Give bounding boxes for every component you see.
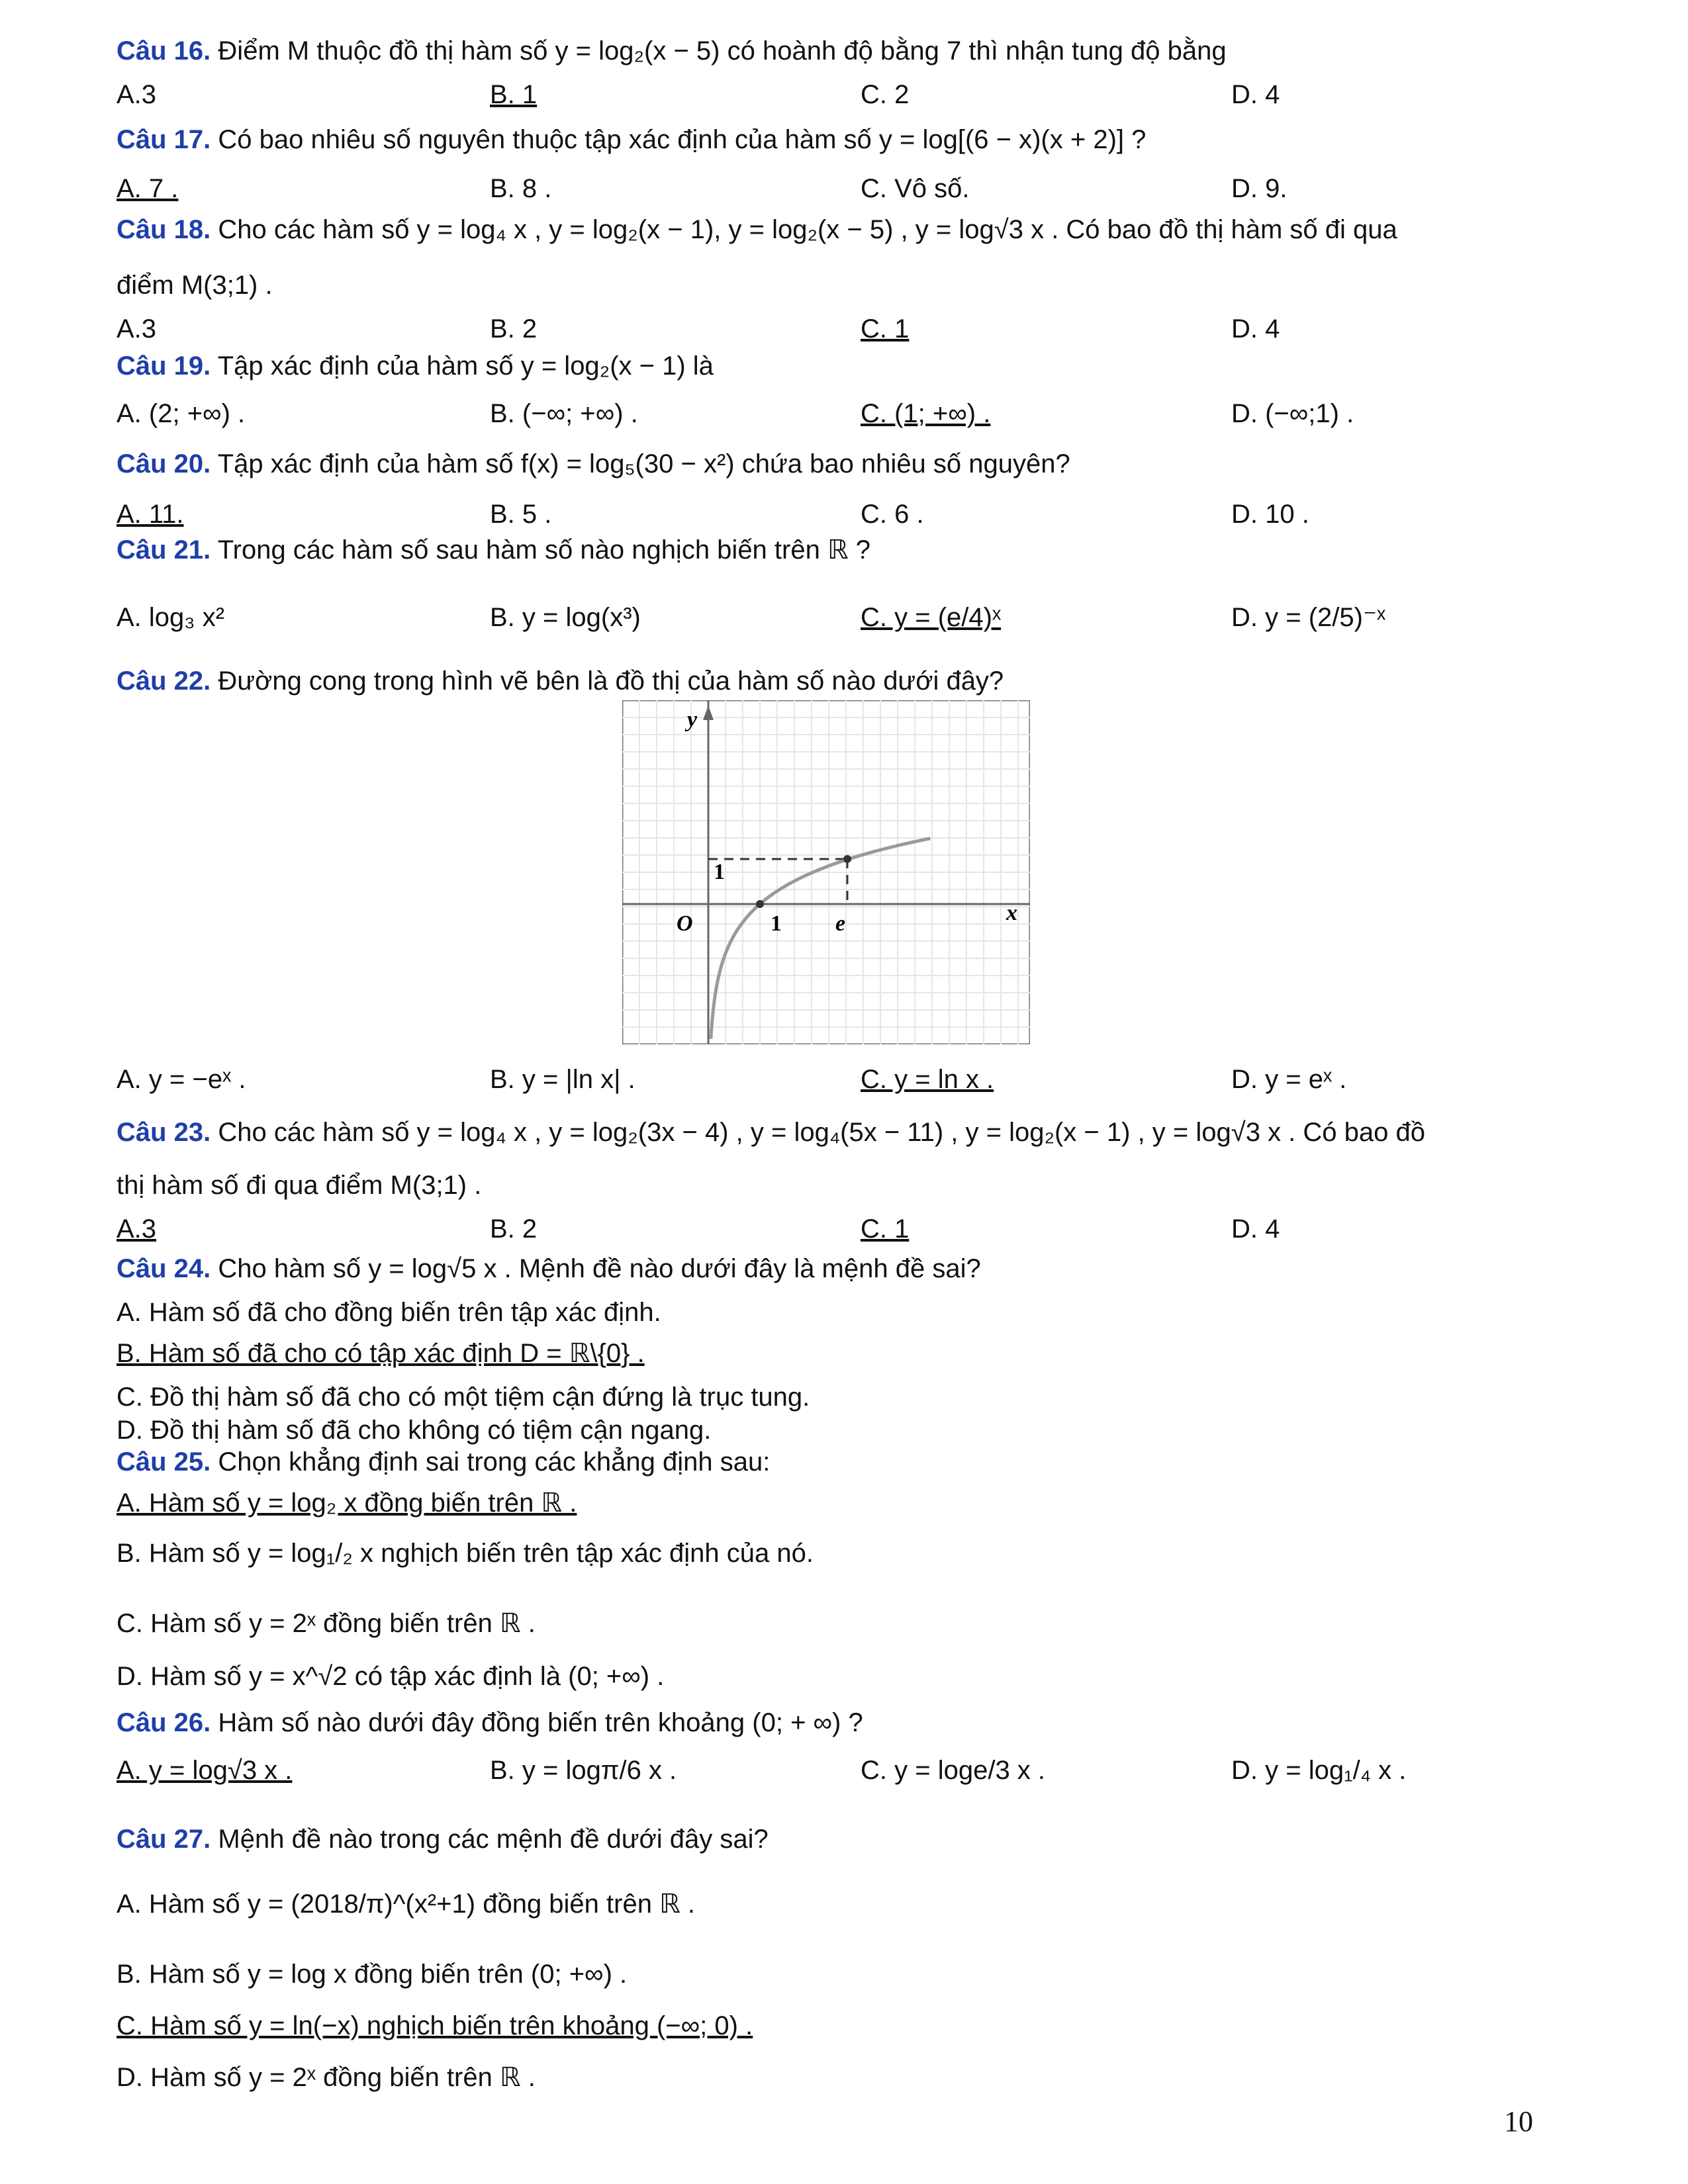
q20-option-b: B. 5 .: [490, 500, 552, 529]
q22-graph: [622, 700, 1030, 1044]
q27-option-d: D. Hàm số y = 2ˣ đồng biến trên ℝ .: [117, 2063, 536, 2092]
q21-option-b: B. y = log(x³): [490, 603, 641, 632]
q22-option-a: A. y = −eˣ .: [117, 1065, 246, 1094]
q21-stem: Câu 21. Trong các hàm số sau hàm số nào nghịch biến trên ℝ ?: [117, 535, 870, 565]
q25-option-b: B. Hàm số y = log₁/₂ x nghịch biến trên tập xác định của nó.: [117, 1539, 814, 1568]
q19-option-c: C. (1; +∞) .: [861, 399, 991, 428]
q18-stem: Câu 18. Cho các hàm số y = log₄ x , y = log₂(x − 1), y = log₂(x − 5) , y = log√3 x . Có bao đồ thị hàm số đi qua: [117, 215, 1397, 244]
q24-option-a: A. Hàm số đã cho đồng biến trên tập xác định.: [117, 1298, 661, 1327]
page-number: 10: [1504, 2105, 1533, 2138]
q22-option-d: D. y = eˣ .: [1231, 1065, 1347, 1094]
q16-option-b: B. 1: [490, 80, 538, 109]
q20-stem: Câu 20. Tập xác định của hàm số f(x) = log₅(30 − x²) chứa bao nhiêu số nguyên?: [117, 449, 1070, 478]
q16-option-a: A.3: [117, 80, 157, 109]
q26-option-c: C. y = loge/3 x .: [861, 1756, 1046, 1785]
q21-option-a: A. log₃ x²: [117, 603, 225, 632]
q24-option-b: B. Hàm số đã cho có tập xác định D = ℝ\{0} .: [117, 1339, 645, 1368]
q24-stem: Câu 24. Cho hàm số y = log√5 x . Mệnh đề nào dưới đây là mệnh đề sai?: [117, 1254, 981, 1283]
q17-option-b: B. 8 .: [490, 174, 552, 203]
q17-option-c: C. Vô số.: [861, 174, 970, 203]
q24-option-c: C. Đồ thị hàm số đã cho có một tiệm cận đứng là trục tung.: [117, 1383, 810, 1412]
q22-option-b: B. y = |ln x| .: [490, 1065, 635, 1094]
q21-option-c: C. y = (e/4)ˣ: [861, 603, 1002, 632]
q24-option-d: D. Đồ thị hàm số đã cho không có tiệm cận ngang.: [117, 1416, 712, 1445]
q16-stem: Câu 16. Điểm M thuộc đồ thị hàm số y = log₂(x − 5) có hoành độ bằng 7 thì nhận tung độ bằng: [117, 36, 1227, 66]
q20-option-a: A. 11.: [117, 500, 184, 529]
q18-stem-line2: điểm M(3;1) .: [117, 271, 273, 300]
q20-option-c: C. 6 .: [861, 500, 924, 529]
q25-option-c: C. Hàm số y = 2ˣ đồng biến trên ℝ .: [117, 1609, 536, 1638]
q16-option-d: D. 4: [1231, 80, 1280, 109]
q23-option-d: D. 4: [1231, 1214, 1280, 1244]
point-1-0: [756, 900, 764, 908]
q18-option-b: B. 2: [490, 314, 538, 343]
q27-option-c: C. Hàm số y = ln(−x) nghịch biến trên khoảng (−∞; 0) .: [117, 2011, 753, 2040]
q22-option-c: C. y = ln x .: [861, 1065, 994, 1094]
q18-option-a: A.3: [117, 314, 157, 343]
q27-option-b: B. Hàm số y = log x đồng biến trên (0; +∞) .: [117, 1960, 628, 1989]
q26-option-b: B. y = logπ/6 x .: [490, 1756, 677, 1785]
origin-label: O: [677, 911, 693, 936]
q23-stem: Câu 23. Cho các hàm số y = log₄ x , y = log₂(3x − 4) , y = log₄(5x − 11) , y = log₂(x − 1) , y = log√3 x . Có bao đồ: [117, 1118, 1425, 1147]
q18-option-c: C. 1: [861, 314, 910, 343]
q17-stem: Câu 17. Có bao nhiêu số nguyên thuộc tập xác định của hàm số y = log[(6 − x)(x + 2)] ?: [117, 125, 1147, 154]
q20-option-d: D. 10 .: [1231, 500, 1309, 529]
q19-stem: Câu 19. Tập xác định của hàm số y = log₂(x − 1) là: [117, 351, 714, 381]
q27-stem: Câu 27. Mệnh đề nào trong các mệnh đề dưới đây sai?: [117, 1825, 769, 1854]
q27-option-a: A. Hàm số y = (2018/π)^(x²+1) đồng biến trên ℝ .: [117, 1889, 695, 1919]
tick-label-x-e: e: [835, 911, 846, 936]
q26-stem: Câu 26. Hàm số nào dưới đây đồng biến trên khoảng (0; + ∞) ?: [117, 1708, 863, 1737]
q17-option-d: D. 9.: [1231, 174, 1288, 203]
q19-option-a: A. (2; +∞) .: [117, 399, 246, 428]
point-e-1: [843, 855, 851, 863]
q18-option-d: D. 4: [1231, 314, 1280, 343]
q25-stem: Câu 25. Chọn khẳng định sai trong các khẳng định sau:: [117, 1447, 771, 1477]
q16-option-c: C. 2: [861, 80, 910, 109]
q23-option-a: A.3: [117, 1214, 157, 1244]
q19-option-b: B. (−∞; +∞) .: [490, 399, 638, 428]
q23-option-c: C. 1: [861, 1214, 910, 1244]
q22-stem: Câu 22. Đường cong trong hình vẽ bên là đồ thị của hàm số nào dưới đây?: [117, 666, 1004, 696]
q19-option-d: D. (−∞;1) .: [1231, 399, 1354, 428]
q26-option-a: A. y = log√3 x .: [117, 1756, 293, 1785]
q23-stem-line2: thị hàm số đi qua điểm M(3;1) .: [117, 1171, 482, 1200]
q23-option-b: B. 2: [490, 1214, 538, 1244]
axis-x-label: x: [1006, 901, 1017, 925]
q25-option-d: D. Hàm số y = x^√2 có tập xác định là (0; +∞) .: [117, 1662, 665, 1691]
axis-y-label: y: [687, 707, 698, 732]
q25-option-a: A. Hàm số y = log₂ x đồng biến trên ℝ .: [117, 1488, 577, 1518]
q17-option-a: A. 7 .: [117, 174, 179, 203]
graph-grid: [622, 700, 1030, 1044]
q21-option-d: D. y = (2/5)⁻ˣ: [1231, 603, 1386, 632]
tick-label-y-1: 1: [714, 860, 725, 884]
q26-option-d: D. y = log₁/₄ x .: [1231, 1756, 1407, 1785]
tick-label-x-1: 1: [771, 911, 782, 936]
